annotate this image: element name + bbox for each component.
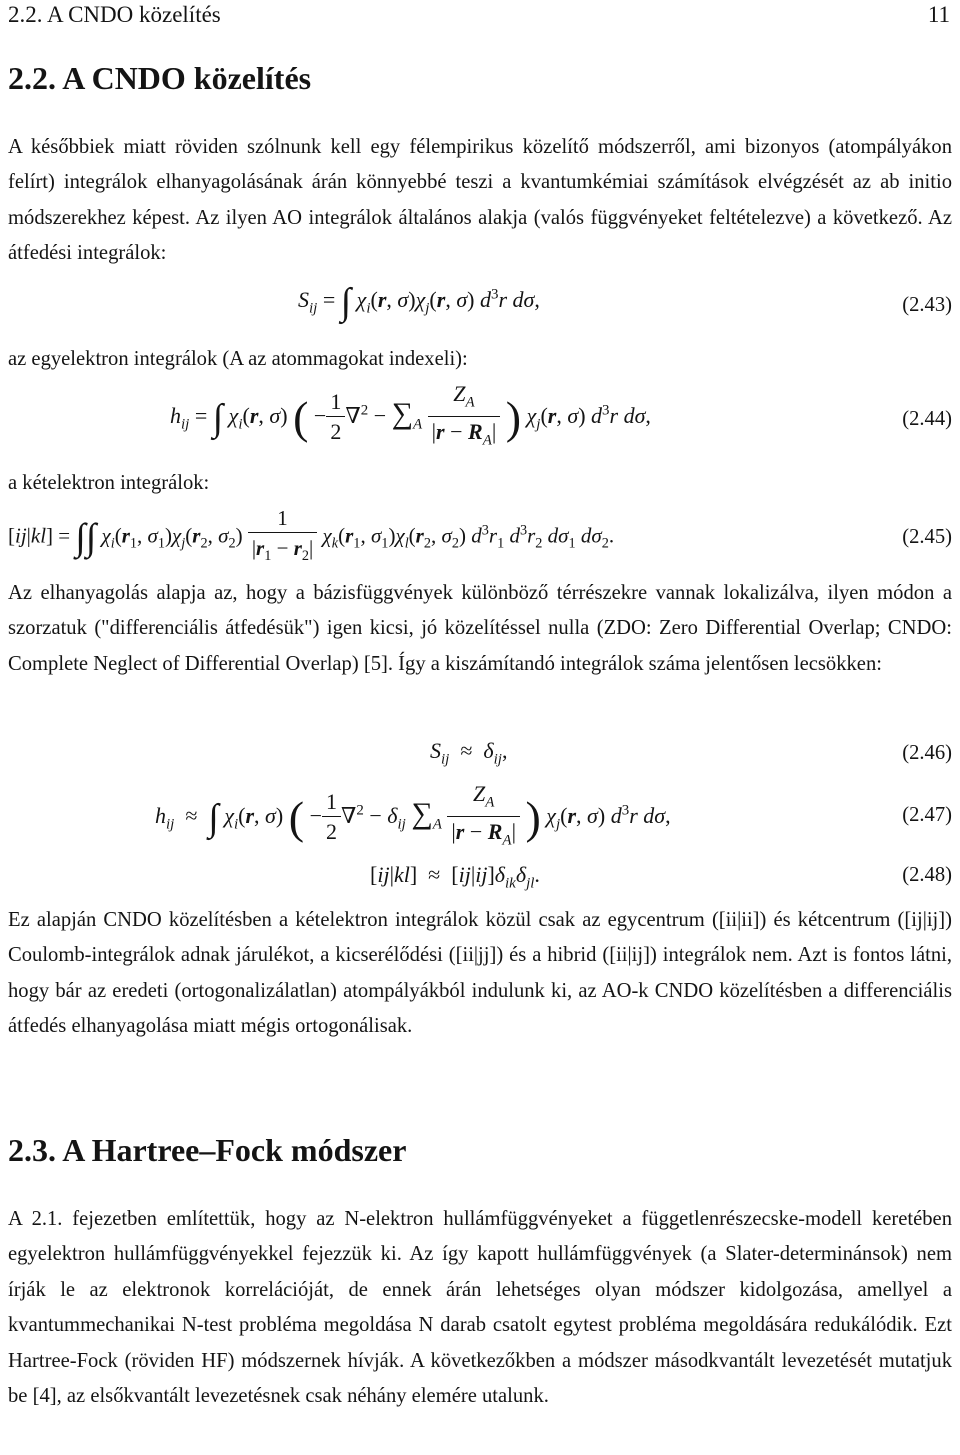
equation-overlap-approx: $S_{ij} \approx \delta_{ij}$, [430, 738, 508, 768]
section-title-2-3: 2.3. A Hartree–Fock módszer [8, 1132, 407, 1168]
running-header [8, 0, 950, 30]
paragraph-hartree-fock [8, 1202, 952, 1414]
running-header-title: 2.2. A CNDO közelítés [8, 2, 221, 27]
equation-two-electron-approx: $[ij|kl] \approx [ij|ij]\delta_{ik}\delta_{jl}$. [370, 862, 540, 892]
equation-one-electron-approx: $h_{ij}$ ≈ ∫ $\chi_i(r$, σ) ( − $\frac{1}{2}$ $\nabla^2 - \delta_{ij}$ $\sum_A$ $\frac{Z_A}{|r - R_A|}$ ) $\chi_j(r$, σ) $d^3r$ dσ, [155, 781, 671, 849]
paragraph-zdo [8, 576, 952, 682]
equation-number: (2.43) [902, 294, 952, 316]
paragraph-cndo-text: Ez alapján CNDO közelítésben a kételektron integrálok közül csak az egycentrum ([ii|ii]) és kétcentrum ([ij|ij]) Coulomb-integrálok adnak járulékot, a kicserélődési ([ii|jj]) és a hibrid ([ii|ij]) integrálok nem. Azt is fontos látni, hogy bár az eredeti (ortogonalizálatlan) atompályákból indulunk ki, az AO-k CNDO közelítésben a differenciális átfedés elhanyagolása miatt mégis ortogonálisak. [8, 909, 952, 1038]
equation-number: (2.44) [902, 408, 952, 430]
text-one-electron: az egyelektron integrálok (A az atommagokat indexeli): [8, 348, 468, 370]
page-number: 11 [927, 2, 950, 27]
equation-two-electron-integral: [ij|kl] = ∫∫ $\chi_i(r_1$, $\sigma_1)\chi_j(r_2$, $\sigma_2$) $\frac{1}{|r_1 - r_2|}$ $\chi_k(r_1$, $\sigma_1)\chi_l(r_2$, $\sigma_2$) $d^3r_1$ $d^3r_2$ $d\sigma_1$ $d\sigma_2$. [8, 506, 615, 565]
text-two-electron: a kételektron integrálok: [8, 472, 210, 494]
paragraph-intro [8, 130, 952, 272]
equation-number: (2.45) [902, 526, 952, 548]
paragraph-intro-text: A későbbiek miatt röviden szólnunk kell egy félempirikus közelítő módszerről, ami bizonyos (atompályákon felírt) integrálok elhanyagolásának árán könnyebbé teszi a kvantumkémiai számítások elvégzését az ab initio módszerekhez képest. Az ilyen AO integrálok általános alakja (valós függvényeket feltételezve) a következő. Az átfedési integrálok: [8, 136, 952, 265]
paragraph-hartree-fock-text: A 2.1. fejezetben említettük, hogy az N-elektron hullámfüggvényeket a függetlenrészecske-modell keretében egyelektron hullámfüggvényekkel fejezzük ki. Az így kapott hullámfüggvények (a Slater-determinánsok) nem írják le az elektronok korrelációját, de ennek árán lehetséges olyan módszer kidolgozása, amellyel a kvantummechanikai N-test probléma megoldása N darab csatolt egytest probléma megoldására redukálódik. Ezt Hartree-Fock (röviden HF) módszernek hívják. A következőkben a módszer másodkvantált levezetését mutatjuk be [4], az elsőkvantált levezetésnek csak néhány elemére utalunk. [8, 1208, 952, 1408]
equation-overlap-integral: $S_{ij}$ = ∫ $\chi_i(r$, $\sigma)\chi_j(r$, σ) $d^3r$ dσ, [298, 281, 540, 323]
paragraph-zdo-text: Az elhanyagolás alapja az, hogy a bázisfüggvények különböző térrészekre vannak lokalizálva, ilyen módon a szorzatuk ("differenciális átfedésük") igen kicsi, jó közelítéssel nulla (ZDO: Zero Differential Overlap; CNDO: Complete Neglect of Differential Overlap) [5]. Így a kiszámítandó integrálok száma jelentősen lecsökken: [8, 582, 952, 675]
section-title-2-2: 2.2. A CNDO közelítés [8, 60, 312, 96]
equation-number: (2.47) [902, 804, 952, 826]
paragraph-cndo [8, 903, 952, 1045]
equation-one-electron-integral: $h_{ij}$ = ∫ $\chi_i(r$, σ) ( − $\frac{1}{2}$ $\nabla^2 - \sum_A$ $\frac{Z_A}{|r - R_A|}$ ) $\chi_j(r$, σ) $d^3r$ dσ, [170, 381, 651, 449]
equation-number: (2.46) [902, 742, 952, 764]
equation-number: (2.48) [902, 864, 952, 886]
